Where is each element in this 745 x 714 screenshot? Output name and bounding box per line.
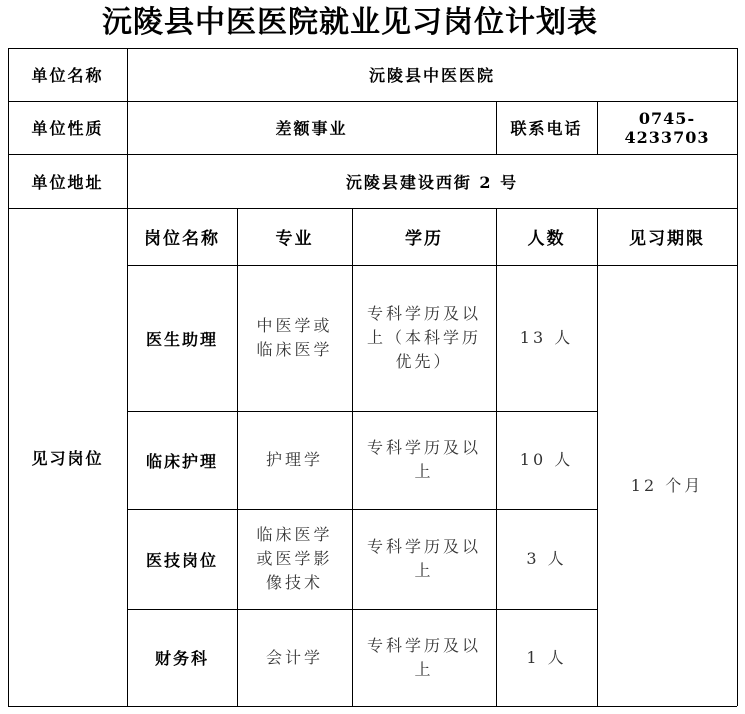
table-row-education: 专科学历及以上: [366, 635, 481, 679]
section-label: 见习岗位: [31, 448, 104, 468]
table-row-count: 1 人: [526, 647, 567, 667]
column-header-education: 学历: [405, 229, 443, 249]
table-row-count: 10 人: [519, 450, 574, 469]
column-header-major: 专业: [275, 229, 314, 249]
table-border-right: [737, 48, 738, 706]
unit-type-label: 单位性质: [31, 119, 104, 138]
unit-name-label: 单位名称: [31, 66, 104, 85]
table-border-bottom: [8, 706, 737, 707]
unit-type-value: 差额事业: [275, 119, 348, 138]
unit-name-value: 沅陵县中医医院: [368, 66, 495, 85]
table-row-position: 医技岗位: [145, 550, 218, 570]
table-row-position: 财务科: [154, 649, 209, 668]
table-row-education: 专科学历及以上（本科学历优先）: [366, 304, 481, 371]
table-row-education: 专科学历及以上: [366, 438, 481, 481]
table-row-education: 专科学历及以上: [366, 537, 481, 580]
table-row-major: 会计学: [265, 647, 323, 667]
table-row-position: 临床护理: [145, 451, 218, 471]
table-row-major: 临床医学或医学影像技术: [256, 525, 333, 592]
document-title: 沅陵县中医医院就业见习岗位计划表: [102, 5, 598, 40]
address-label: 单位地址: [31, 172, 104, 192]
table-row-major: 中医学或临床医学: [256, 316, 333, 359]
column-header-period: 见习期限: [629, 229, 705, 249]
table-row-position: 医生助理: [145, 329, 218, 349]
phone-value: 0745-4233703: [624, 108, 710, 147]
column-header-position: 岗位名称: [144, 229, 220, 249]
period-value: 12 个月: [630, 475, 704, 495]
phone-label: 联系电话: [510, 119, 583, 138]
column-header-count: 人数: [527, 229, 566, 249]
address-value: 沅陵县建设西街 2 号: [345, 172, 519, 192]
table-row-count: 3 人: [526, 549, 567, 568]
table-row-major: 护理学: [265, 450, 323, 469]
table-row-count: 13 人: [519, 328, 574, 347]
